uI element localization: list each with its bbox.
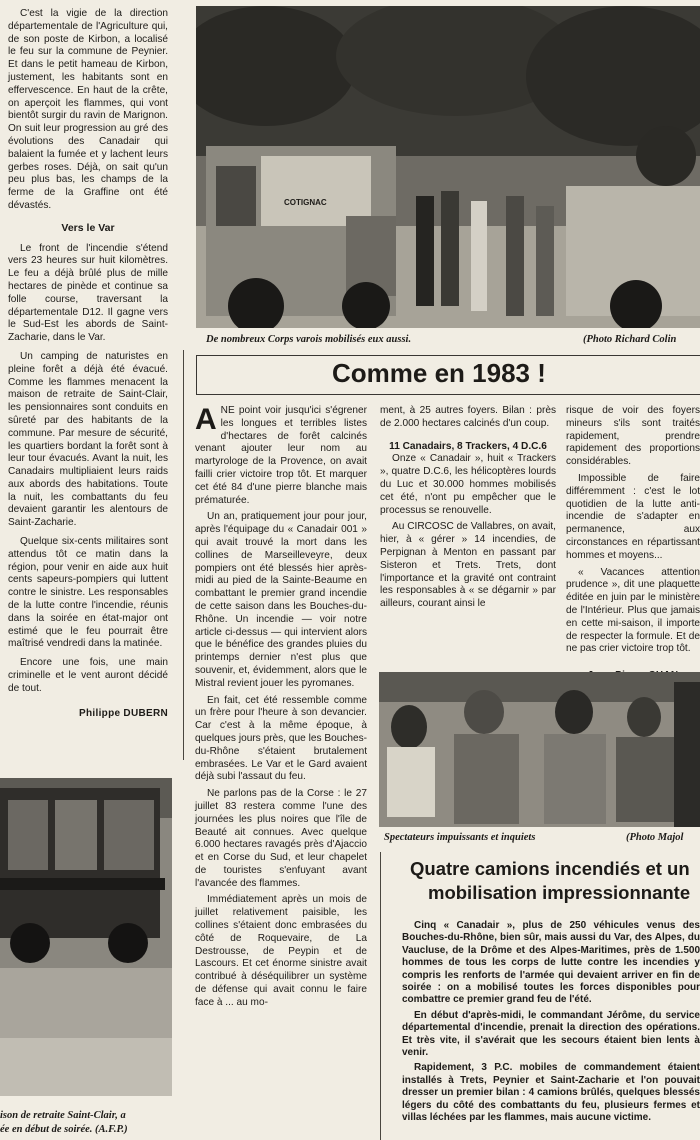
left-paragraph-4: Quelque six-cents militaires sont attendus tôt ce matin dans la région, pour venir en aide aux huit cents sapeurs-pompiers qui luttent contre le sinistre. Les responsables de la lutte contre l'incendie, réunis dans la soirée en état-major ont estimé que le feu pourrait être maîtrisé vendredi dans la matinée.: [8, 536, 168, 650]
headline-1983: Comme en 1983 !: [332, 358, 546, 388]
left-paragraph-5: Encore une fois, une main criminelle et le vent auront décidé de tout.: [8, 657, 168, 694]
column-rule-bottom: [380, 852, 381, 1140]
article-col2-paragraph-1: ment, à 25 autres foyers. Bilan : près de 2.000 hectares calcinés d'un coup.: [380, 405, 556, 429]
spectators-photo: [379, 672, 700, 827]
article-col2-paragraph-2: Onze « Canadair », huit « Trackers », quatre D.C.6, les hélicoptères lourds du Luc et 30.000 hommes mobilisés cet été, n'ont pu empêcher que le processus se renouvelle.: [380, 453, 556, 516]
subhead-canadairs: 11 Canadairs, 8 Trackers, 4 D.C.6: [389, 440, 547, 452]
camions-paragraph-1: Cinq « Canadair », plus de 250 véhicules venus des Bouches-du-Rhône, bien sûr, mais aussi du Var, des Alpes, du Vaucluse, de la Drôme et des Alpes-Maritimes, près de 1.500 hommes de tous les corps de lutte contre les incendies y compris les renforts de l'armée qui devaient arriver en fin de soirée : on a mobilisé toutes les forces disponibles pour combattre ce premier grand feu de l'été.: [402, 920, 700, 1006]
headline-camions-line-1: Quatre camions incendiés et un: [410, 858, 690, 879]
top-photo-image: [196, 6, 700, 328]
top-photo-caption: De nombreux Corps varois mobilisés eux aussi.: [206, 334, 412, 345]
article-paragraph-2: Un an, pratiquement jour pour jour, après l'équipage du « Canadair 001 » qui avait trouvé la mort dans les collines de Marseilleveyre, deux pompiers ont été blessés hier après-midi au pied de la Sainte-Beaume en combattant le premier grand incendie de cette saison dans les Bouches-du-Rhône. Un incendie — voir notre article ci-dessus — qui intervient alors que le bénéfice des grandes pluies du printemps dernier n'est plus que souvenir, et, évidemment, alors que le Mistral revient jouer les pyromanes.: [195, 511, 367, 689]
left-paragraph-1: C'est la vigie de la direction départementale de l'Agriculture qui, de son poste de Kirbon, a localisé le feu sur la commune de Peynier. Et dans le petit hameau de Kirbon, justement, les habitants sont en effervescence. En haut de la crête, on aperçoit les flammes, qui vont bientôt surgir du ravin de Marignon. On suit leur progression au gré des évolutions des Canadair qui balaient la fumée et y lachent leurs gerbes roses. Déjà, on sait qu'un peu plus bas, les champs de la ferme de la Graffine ont été dévastés.: [8, 8, 168, 211]
top-photo: [196, 6, 700, 328]
camions-paragraph-3: Rapidement, 3 P.C. mobiles de commandement étaient installés à Trets, Peynier et Saint-Zacharie et l'on pouvait dresser un premier bilan : 4 camions brûlés, quelques blessés légers du côté des combattants du feu, plusieurs fermes et villas léchées par les flammes, mais aucune victime.: [402, 1062, 700, 1124]
headline-camions-line-2: mobilisation impressionnante: [428, 882, 691, 903]
bus-photo: [0, 778, 172, 1096]
bottom-left-caption-2: ée en début de soirée. (A.F.P.): [0, 1124, 128, 1135]
article-col-1: [195, 405, 367, 1010]
article-col3-paragraph-1: risque de voir des foyers mineurs s'ils sont traités rapidement, prendre rapidement des proportions considérables.: [566, 405, 700, 468]
article-col3-paragraph-2: Impossible de faire différemment : c'est le lot quotidien de la lutte anti-incendie de s'adapter en permanence, aux circonstances en répartissant hommes et moyens...: [566, 472, 700, 561]
drop-cap: A: [195, 403, 217, 436]
article-col3-paragraph-3: « Vacances attention prudence », dit une plaquette éditée en juin par le ministère de l'Intérieur. Plus que jamais en cette mi-saison, il importe de respecter la formule. Et de ne pas crier victoire trop tôt.: [566, 566, 700, 655]
left-column: [8, 8, 168, 720]
spectators-caption: Spectateurs impuissants et inquiets: [384, 832, 536, 843]
camions-paragraph-2: En début d'après-midi, le commandant Jérôme, du service départemental d'incendie, prenait la direction des opérations. Et très vite, il s'avérait que les secours étaient bien lents à venir.: [402, 1009, 700, 1059]
signature-dubern: Philippe DUBERN: [79, 707, 168, 719]
bus-photo-image: [0, 778, 172, 1096]
spectators-photo-image: [379, 672, 700, 827]
subhead-vers-le-var: Vers le Var: [61, 221, 115, 234]
truck-label: COTIGNAC: [284, 198, 327, 207]
article-paragraph-5: Immédiatement après un mois de juillet relativement paisible, les collines s'étaient donc embrasées du côté de Roquevaire, de La Destrousse, de Peypin et de Lascours. Et cet énorme sinistre avait contribué à déséquilibrer un système de défense qui avait connu le faire face à ... au mo-: [195, 894, 367, 1008]
left-paragraph-3: Un camping de naturistes en pleine forêt a déjà été évacué. Comme les flammes menacent la maison de retraite de Saint-Clair, les pensionnaires sont conduits en sûreté par des habitants de la commune. Par mesure de sécurité, les quartiers bordant la forêt sont à leur tour évacués. Avant la nuit, les Canadairs multipliaient leurs raids aux abords des habitations. Toute la nuit, les combattants du feu devaient garantir les alentours de Saint-Zacharie.: [8, 350, 168, 529]
spectators-credit: (Photo Majol: [626, 832, 684, 843]
article-paragraph-4: Ne parlons pas de la Corse : le 27 juillet 83 restera comme l'une des journées les plus noires que l'île de Beauté ait connues. Avec quelque 6.000 hectares ravagés près d'Ajaccio et en Corse du Sud, et leur chapelet de touristes s'enfuyant avant l'avancée des flammes.: [195, 788, 367, 889]
left-paragraph-2: Le front de l'incendie s'étend vers 23 heures sur huit kilomètres. Le feu a déjà brûlé plus de mille hectares de pinède et continue sa folle course, traversant la départementale D12. Il gagne vers le Sud-Est les abords de Saint-Zacharie, dans le Var.: [8, 242, 168, 344]
article-paragraph-3: En fait, cet été ressemble comme un frère pour l'heure à son devancier. Car c'est à la même époque, à quelques jours près, que les Bouches-du-Rhône s'étaient brutalement embrasées. Le Var et le Gard avaient déjà subi l'assaut du feu.: [195, 694, 367, 783]
bottom-left-caption-1: ison de retraite Saint-Clair, a: [0, 1110, 126, 1121]
article-paragraph-1: ANE point voir jusqu'ici s'égrener les longues et terribles listes d'hectares de forêt calcinés venant ajouter leur nom au martyrologe de la Provence, on avait failli crier victoire trop tôt. Et marquer cet été 84 d'une pierre blanche mais prématurée.: [195, 403, 367, 506]
article-col-2: [380, 405, 556, 611]
column-rule-left: [183, 350, 184, 760]
article-col2-paragraph-3: Au CIRCOSC de Vallabres, on avait, hier, à « gérer » 14 incendies, de Perpignan à Menton en passant par Sisteron et Trets. Trets, dont l'importance et la gravité ont contraint les responsables à « se dégarnir » par ailleurs, courant ainsi le: [380, 521, 556, 610]
article-col-3: [566, 405, 700, 683]
top-photo-credit: (Photo Richard Colin: [583, 334, 677, 345]
camions-article: [402, 920, 700, 1125]
